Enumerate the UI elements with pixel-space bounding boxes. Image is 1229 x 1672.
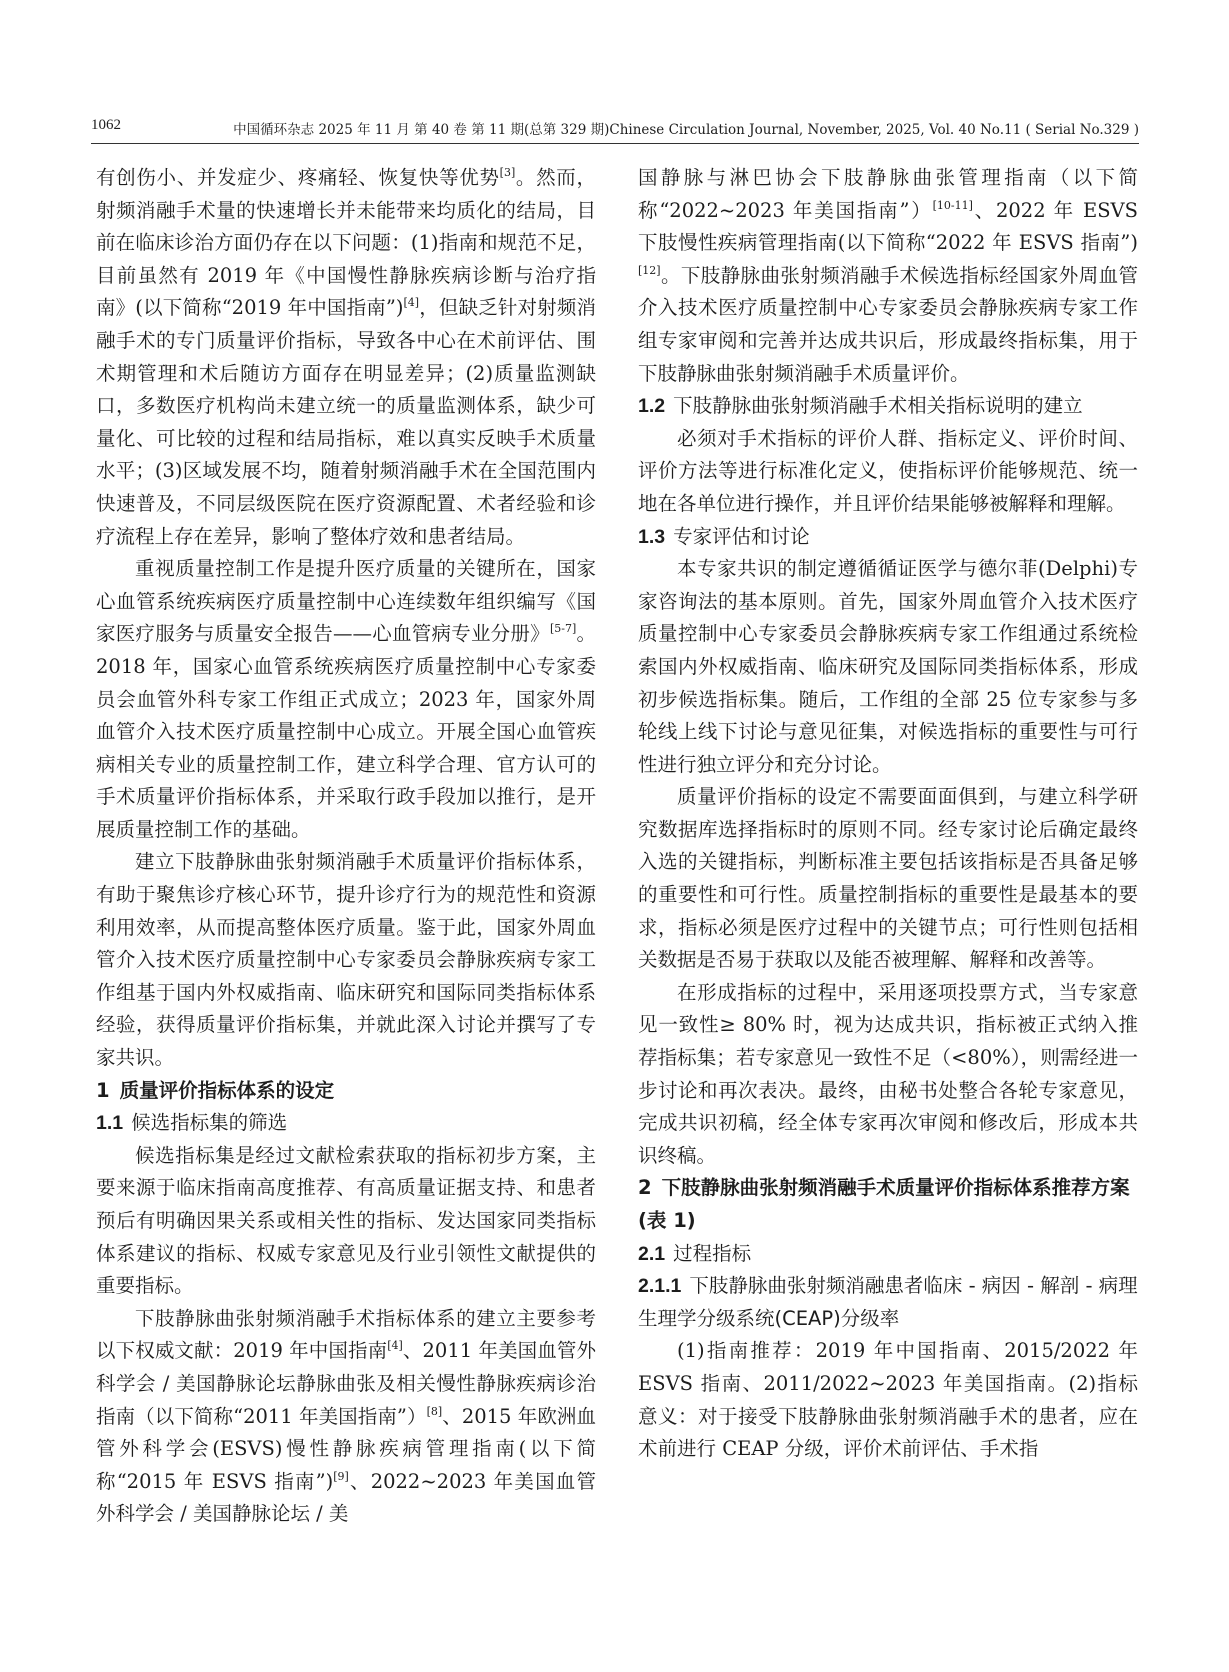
- subsection-heading: [638, 1238, 1138, 1271]
- body-paragraph: [638, 781, 1138, 977]
- right-column: [638, 162, 1138, 1652]
- body-paragraph: [96, 553, 596, 846]
- heading-text: 过程指标: [673, 1241, 752, 1265]
- body-paragraph: [638, 423, 1138, 521]
- citation-superscript: [9]: [333, 1469, 349, 1483]
- paragraph-text: 在形成指标的过程中，采用逐项投票方式，当专家意见一致性≥ 80% 时，视为达成共识，指标被正式纳入推荐指标集；若专家意见一致性不足（<80%），则需经进一步讨论和再次表决。最终，由秘书处整合各轮专家意见，完成共识初稿，经全体专家再次审阅和修改后，形成本共识终稿。: [638, 980, 1138, 1167]
- paragraph-text: 下肢静脉曲张射频消融手术指标体系的建立主要参考以下权威文献：2019 年中国指南: [96, 1306, 596, 1363]
- heading-text: 质量评价指标体系的设定: [119, 1078, 335, 1102]
- paragraph-text: 本专家共识的制定遵循循证医学与德尔菲(Delphi)专家咨询法的基本原则。首先，国家外周血管介入技术医疗质量控制中心专家委员会静脉疾病专家工作组通过系统检索国内外权威指南、临床研究及国际同类指标体系，形成初步候选指标集。随后，工作组的全部 25 位专家参与多轮线上线下讨论与意见征集，对候选指标的重要性与可行性进行独立评分和充分讨论。: [638, 557, 1138, 776]
- paragraph-text: 候选指标集是经过文献检索获取的指标初步方案，主要来源于临床指南高度推荐、有高质量证据支持、和患者预后有明确因果关系或相关性的指标、发达国家同类指标体系建议的指标、权威专家意见及行业引领性文献提供的重要指标。: [96, 1143, 596, 1298]
- heading-number: 1.3: [638, 525, 666, 548]
- heading-number: 2.1.1: [638, 1275, 682, 1298]
- subsection-heading: [96, 1107, 596, 1140]
- paragraph-text: 有创伤小、并发症少、疼痛轻、恢复快等优势: [96, 166, 500, 189]
- citation-superscript: [12]: [638, 263, 661, 277]
- heading-text: 下肢静脉曲张射频消融手术相关指标说明的建立: [673, 394, 1083, 418]
- paragraph-text: (1)指南推荐：2019 年中国指南、2015/2022 年 ESVS 指南、2011/2022~2023 年美国指南。(2)指标意义：对于接受下肢静脉曲张射频消融手术的患者，应在术前进行 CEAP 分级，评价术前评估、手术指: [638, 1339, 1138, 1461]
- subsection-heading: [638, 390, 1138, 423]
- paragraph-text: 。下肢静脉曲张射频消融手术候选指标经国家外周血管介入技术医疗质量控制中心专家委员会静脉疾病专家工作组专家审阅和完善并达成共识后，形成最终指标集，用于下肢静脉曲张射频消融手术质量评价。: [638, 263, 1138, 385]
- subsection-heading: [638, 521, 1138, 554]
- heading-text: 专家评估和讨论: [673, 524, 810, 548]
- body-paragraph: [96, 1140, 596, 1303]
- section-heading: [638, 1172, 1138, 1237]
- running-header: [91, 113, 1139, 144]
- paragraph-text: 质量评价指标的设定不需要面面俱到，与建立科学研究数据库选择指标时的原则不同。经专家讨论后确定最终入选的关键指标，判断标准主要包括该指标是否具备足够的重要性和可行性。质量控制指标的重要性是最基本的要求，指标必须是医疗过程中的关键节点；可行性则包括相关数据是否易于获取以及能否被理解、解释和改善等。: [638, 785, 1138, 972]
- heading-number: 2: [638, 1176, 652, 1200]
- subsection-heading: [638, 1270, 1138, 1335]
- paragraph-text: ，但缺乏针对射频消融手术的专门质量评价指标，导致各中心在术前评估、围术期管理和术后随访方面存在明显差异；(2)质量监测缺口，多数医疗机构尚未建立统一的质量监测体系，缺少可量化、可比较的过程和结局指标，难以真实反映手术质量水平；(3)区域发展不均，随着射频消融手术在全国范围内快速普及，不同层级医院在医疗资源配置、术者经验和诊疗流程上存在差异，影响了整体疗效和患者结局。: [96, 296, 596, 548]
- heading-text: 下肢静脉曲张射频消融手术质量评价指标体系推荐方案(表 1): [638, 1176, 1130, 1232]
- citation-superscript: [10-11]: [932, 198, 973, 212]
- paragraph-text: 、2011 年美国血管外科学会 / 美国静脉论坛静脉曲张及相关慢性静脉疾病诊治指南（以下简称“2011 年美国指南”）: [96, 1339, 596, 1428]
- section-heading: [96, 1075, 596, 1108]
- body-paragraph: [638, 162, 1138, 390]
- body-paragraph: [96, 846, 596, 1074]
- page-number: 1062: [91, 117, 121, 133]
- heading-number: 1.2: [638, 395, 666, 418]
- paragraph-text: 国静脉与淋巴协会下肢静脉曲张管理指南（以下简称“2022~2023 年美国指南”）: [638, 166, 1138, 222]
- journal-citation-line: 中国循环杂志 2025 年 11 月 第 40 卷 第 11 期(总第 329 期)Chinese Circulation Journal, November, 2025, Vol. 40 No.11 ( Serial No.329 ): [233, 122, 1139, 138]
- heading-number: 2.1: [638, 1242, 666, 1265]
- paragraph-text: 、2022 年 ESVS 下肢慢性疾病管理指南(以下简称“2022 年 ESVS 指南”): [638, 198, 1138, 255]
- body-paragraph: [96, 162, 596, 553]
- paragraph-text: 建立下肢静脉曲张射频消融手术质量评价指标体系，有助于聚焦诊疗核心环节，提升诊疗行为的规范性和资源利用效率，从而提高整体医疗质量。鉴于此，国家外周血管介入技术医疗质量控制中心专家委员会静脉疾病专家工作组基于国内外权威指南、临床研究和国际同类指标体系经验，获得质量评价指标集，并就此深入讨论并撰写了专家共识。: [96, 850, 596, 1070]
- heading-number: 1: [96, 1078, 110, 1102]
- citation-superscript: [4]: [387, 1339, 403, 1353]
- paragraph-text: 、2022~2023 年美国血管外科学会 / 美国静脉论坛 / 美: [96, 1469, 596, 1526]
- left-column: [96, 162, 596, 1652]
- body-paragraph: [638, 977, 1138, 1173]
- heading-text: 下肢静脉曲张射频消融患者临床 - 病因 - 解剖 - 病理生理学分级系统(CEAP)分级率: [638, 1274, 1138, 1330]
- body-paragraph: [638, 1335, 1138, 1465]
- heading-text: 候选指标集的筛选: [131, 1111, 288, 1135]
- paragraph-text: 。然而，射频消融手术量的快速增长并未能带来均质化的结局，目前在临床诊治方面仍存在以下问题：(1)指南和规范不足，目前虽然有 2019 年《中国慢性静脉疾病诊断与治疗指南》(以下简称“2019 年中国指南”): [96, 166, 596, 320]
- paragraph-text: 、2015 年欧洲血管外科学会(ESVS)慢性静脉疾病管理指南(以下简称“2015 年 ESVS 指南”): [96, 1404, 596, 1493]
- paragraph-text: 必须对手术指标的评价人群、指标定义、评价时间、评价方法等进行标准化定义，使指标评价能够规范、统一地在各单位进行操作，并且评价结果能够被解释和理解。: [638, 426, 1138, 515]
- body-paragraph: [638, 553, 1138, 781]
- body-paragraph: [96, 1303, 596, 1531]
- citation-superscript: [8]: [426, 1404, 443, 1418]
- citation-superscript: [5-7]: [549, 622, 577, 636]
- citation-superscript: [4]: [403, 296, 420, 310]
- heading-number: 1.1: [96, 1112, 124, 1135]
- citation-superscript: [3]: [499, 166, 516, 179]
- paragraph-text: 。2018 年，国家心血管系统疾病医疗质量控制中心专家委员会血管外科专家工作组正式成立；2023 年，国家外周血管介入技术医疗质量控制中心成立。开展全国心血管疾病相关专业的质量控制工作，建立科学合理、官方认可的手术质量评价指标体系，并采取行政手段加以推行，是开展质量控制工作的基础。: [96, 622, 596, 841]
- paragraph-text: 重视质量控制工作是提升医疗质量的关键所在，国家心血管系统疾病医疗质量控制中心连续数年组织编写《国家医疗服务与质量安全报告——心血管病专业分册》: [96, 557, 596, 646]
